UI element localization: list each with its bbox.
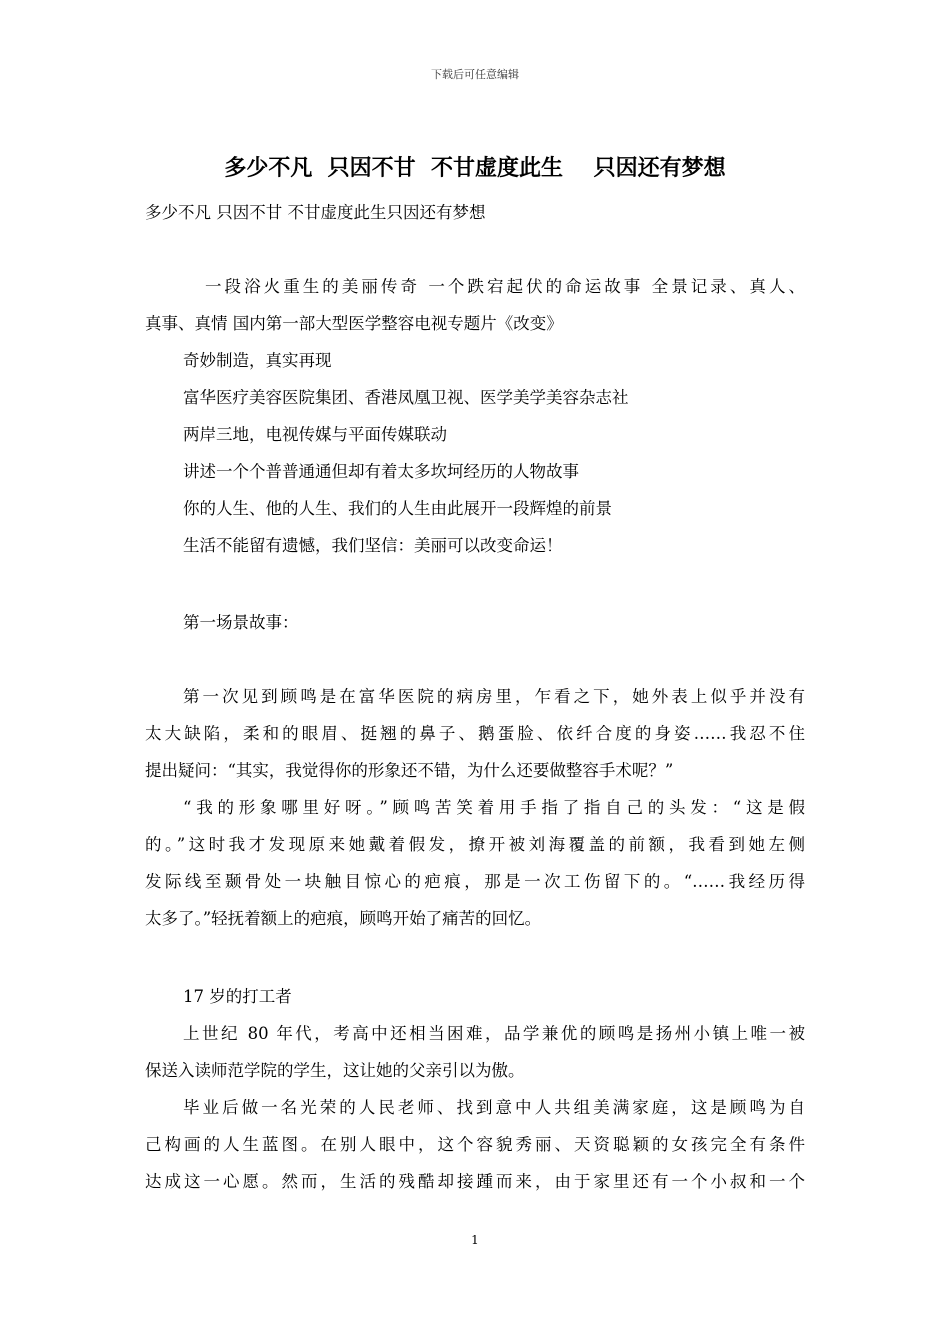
intro-line: 一段浴火重生的美丽传奇 一个跌宕起伏的命运故事 全景记录、真人、 <box>205 277 805 296</box>
intro-block <box>145 268 805 564</box>
paragraph-line: 上世纪 80 年代，考高中还相当困难，品学兼优的顾鸣是扬州小镇上唯一被 <box>183 1024 805 1043</box>
paragraph-line: 提出疑问：“其实，我觉得你的形象还不错，为什么还要做整容手术呢？” <box>145 761 674 780</box>
paragraph-line: 太多了。”轻抚着额上的疤痕，顾鸣开始了痛苦的回忆。 <box>145 909 542 928</box>
subtitle: 多少不凡 只因不甘 不甘虚度此生只因还有梦想 <box>145 203 486 222</box>
section-heading: 第一场景故事： <box>183 613 299 632</box>
paragraph-line: 己构画的人生蓝图。在别人眼中，这个容貌秀丽、天资聪颖的女孩完全有条件 <box>145 1135 805 1154</box>
paragraph-line: 发际线至颞骨处一块触目惊心的疤痕，那是一次工伤留下的。“……我经历得 <box>145 872 805 891</box>
intro-line: 富华医疗美容医院集团、香港凤凰卫视、医学美学美容杂志社 <box>183 388 629 407</box>
intro-line: 生活不能留有遗憾，我们坚信：美丽可以改变命运！ <box>183 536 563 555</box>
scene1-block <box>145 678 805 937</box>
section2-block <box>145 978 805 1200</box>
paragraph-line: 毕业后做一名光荣的人民老师、找到意中人共组美满家庭，这是顾鸣为自 <box>183 1098 805 1117</box>
paragraph-line: 保送入读师范学院的学生，这让她的父亲引以为傲。 <box>145 1061 525 1080</box>
intro-line: 讲述一个个普普通通但却有着太多坎坷经历的人物故事 <box>183 462 579 481</box>
intro-line: 你的人生、他的人生、我们的人生由此展开一段辉煌的前景 <box>183 499 612 518</box>
section-heading: 17 岁的打工者 <box>183 987 292 1006</box>
page-header: 下载后可任意编辑 <box>431 68 519 81</box>
subtitle-block <box>145 194 805 231</box>
paragraph-line: 太大缺陷，柔和的眼眉、挺翘的鼻子、鹅蛋脸、依纤合度的身姿……我忍不住 <box>145 724 805 743</box>
scene1-heading-block <box>145 604 805 641</box>
paragraph-line: “我的形象哪里好呀。”顾鸣苦笑着用手指了指自己的头发：“这是假 <box>183 798 805 817</box>
document-title: 多少不凡 只因不甘 不甘虚度此生 只因还有梦想 <box>224 156 726 181</box>
paragraph-line: 达成这一心愿。然而，生活的残酷却接踵而来，由于家里还有一个小叔和一个 <box>145 1172 805 1191</box>
paragraph-line: 的。”这时我才发现原来她戴着假发，撩开被刘海覆盖的前额，我看到她左侧 <box>145 835 805 854</box>
intro-line: 两岸三地，电视传媒与平面传媒联动 <box>183 425 447 444</box>
intro-line: 奇妙制造，真实再现 <box>183 351 332 370</box>
page-number: 1 <box>471 1233 479 1247</box>
paragraph-line: 第一次见到顾鸣是在富华医院的病房里，乍看之下，她外表上似乎并没有 <box>183 687 805 706</box>
intro-line: 真事、真情 国内第一部大型医学整容电视专题片《改变》 <box>145 314 563 333</box>
